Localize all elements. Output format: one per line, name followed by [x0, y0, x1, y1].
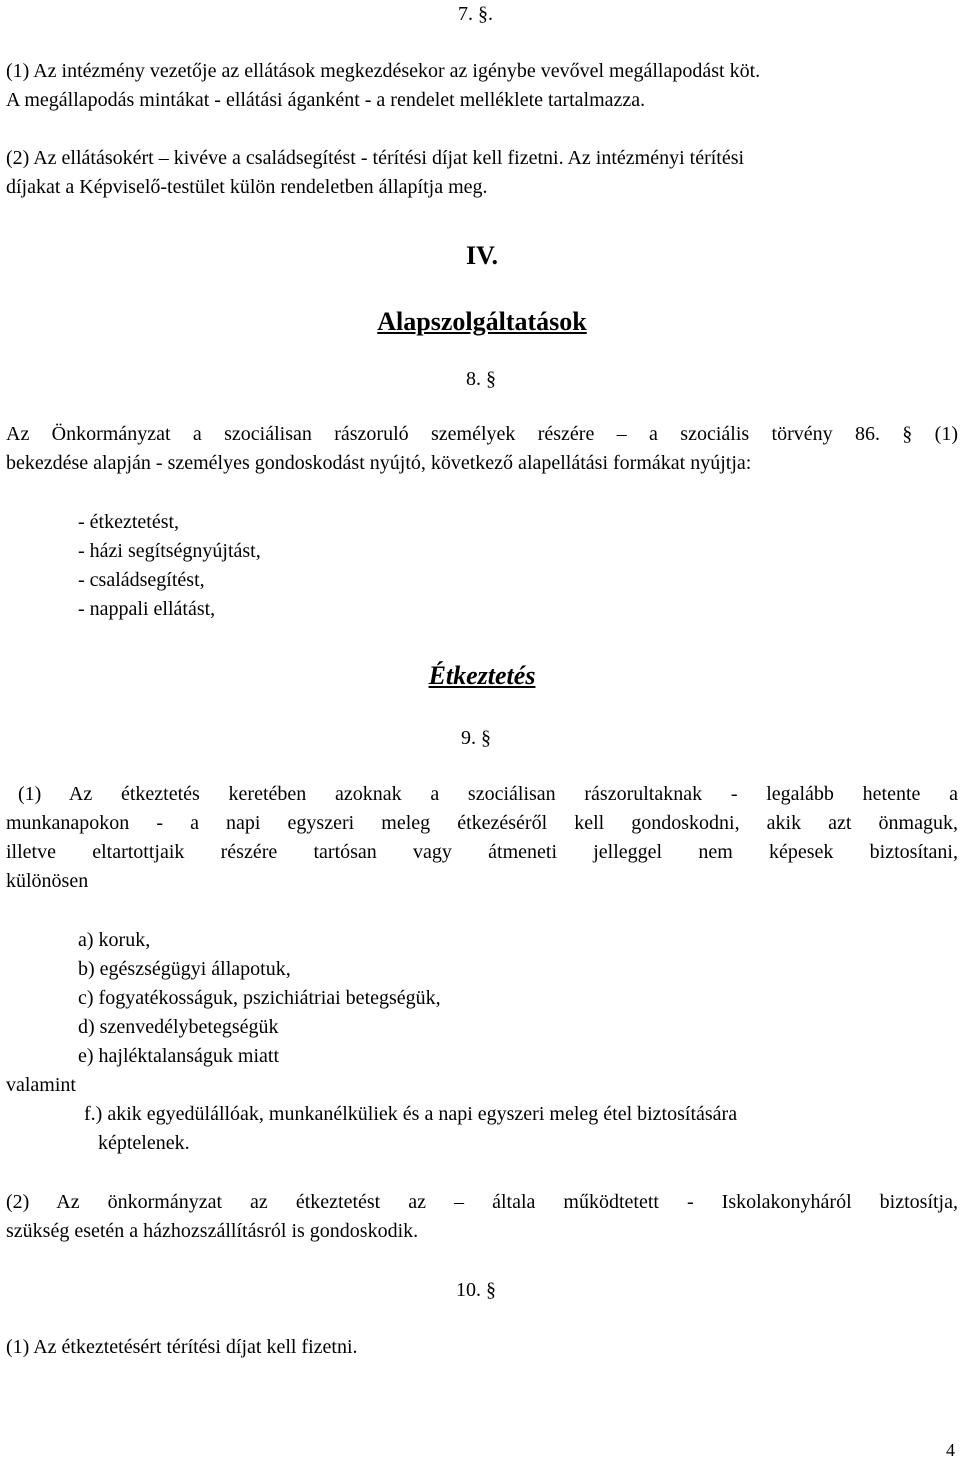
text-line: (2) Az ellátásokért – kivéve a családsegítést - térítési díjat kell fizetni. Az intézményi térítési [6, 147, 745, 169]
chapter-numeral: IV. [465, 241, 499, 270]
section-8-intro [6, 420, 958, 478]
list-item-f [84, 1100, 737, 1158]
text-line: díjakat a Képviselő-testület külön rendeletben állapítja meg. [6, 176, 488, 198]
list-item: b) egészségügyi állapotuk, [78, 958, 291, 980]
document-page [6, 0, 958, 1466]
list-item: - étkeztetést, [78, 511, 180, 533]
section-9-paragraph-1 [6, 780, 958, 896]
section-10-paragraph-1: (1) Az étkeztetésért térítési díjat kell fizetni. [6, 1336, 358, 1358]
list-item: d) szenvedélybetegségük [78, 1016, 279, 1038]
list-item: - házi segítségnyújtást, [78, 540, 261, 562]
chapter-title: Alapszolgáltatások [377, 307, 587, 336]
section-7-paragraph-1 [6, 57, 958, 115]
list-item: e) hajléktalanságuk miatt [78, 1045, 280, 1067]
text-line: Az Önkormányzat a szociálisan rászoruló személyek részére – a szociális törvény 86. § (1) [6, 423, 958, 445]
text-line: szükség esetén a házhozszállításról is gondoskodik. [6, 1220, 419, 1242]
text-line: (1) Az intézmény vezetője az ellátások megkezdésekor az igénybe vevővel megállapodást köt. [6, 60, 761, 82]
text-line: illetve eltartottjaik részére tartósan vagy átmeneti jelleggel nem képesek biztosítani, [6, 841, 958, 863]
list-item: - családsegítést, [78, 569, 205, 591]
section-8-number: 8. § [466, 368, 496, 390]
text-line: A megállapodás mintákat - ellátási áganként - a rendelet melléklete tartalmazza. [6, 89, 646, 111]
text-line: f.) akik egyedülállóak, munkanélküliek és a napi egyszeri meleg étel biztosítására [84, 1103, 738, 1125]
text-line: (2) Az önkormányzat az étkeztetést az – általa működtetett - Iskolakonyháról biztosítja, [6, 1191, 958, 1213]
section-8-list [78, 508, 261, 624]
section-7-paragraph-2 [6, 144, 958, 202]
text-line: különösen [6, 870, 89, 892]
section-9-paragraph-2 [6, 1188, 958, 1246]
valamint-text: valamint [6, 1074, 76, 1096]
text-line: bekezdése alapján - személyes gondoskodást nyújtó, következő alapellátási formákat nyújtja: [6, 452, 752, 474]
list-item: a) koruk, [78, 929, 151, 951]
section-9-number: 9. § [461, 727, 491, 749]
section-9-list [78, 926, 441, 1071]
list-item: - nappali ellátást, [78, 598, 216, 620]
text-line: képtelenek. [98, 1132, 190, 1154]
section-10-number: 10. § [456, 1279, 496, 1301]
list-item: c) fogyatékosságuk, pszichiátriai betegségük, [78, 987, 441, 1009]
page-number: 4 [946, 1440, 955, 1460]
text-line: (1) Az étkeztetés keretében azoknak a szociálisan rászorultaknak - legalább hetente a [18, 783, 958, 805]
section-7-number: 7. §. [458, 3, 493, 25]
subheading-etkeztetes: Étkeztetés [428, 661, 536, 690]
text-line: munkanapokon - a napi egyszeri meleg étkezéséről kell gondoskodni, akik azt önmaguk, [6, 812, 958, 834]
